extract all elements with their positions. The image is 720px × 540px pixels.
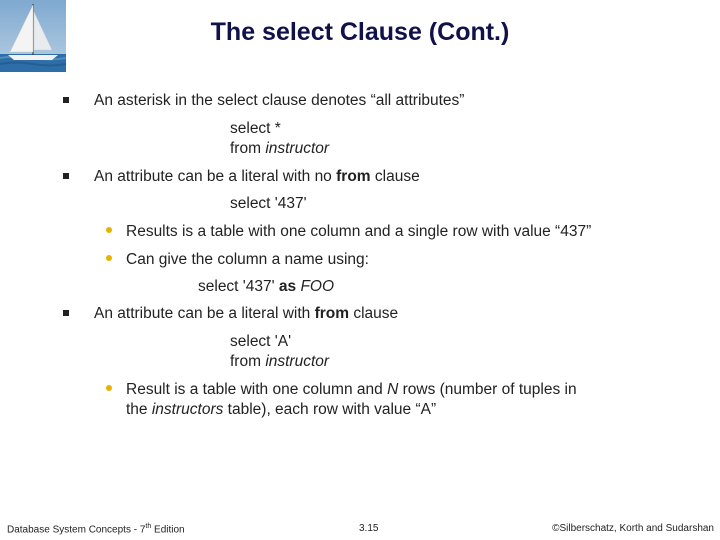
bullet-3-text [94,305,398,323]
sub-bullet-3-l2-pre: the [126,401,152,418]
bullet-3-text-post: clause [349,305,399,322]
sub-bullet-2-text: Can give the column a name using: [126,251,369,268]
footer-copyright: ©Silberschatz, Korth and Sudarshan [552,523,714,534]
code-select-437: select '437' [230,195,307,212]
keyword-from: from [336,168,371,185]
code-select-437-part: select '437' [198,278,279,295]
code-select-a: select 'A' [230,333,292,350]
sub-bullet-3-line-2 [126,401,436,419]
sub-bullet-3-l2-post: table), each row with value “A” [223,401,437,418]
code-select-437-as-foo [198,278,334,296]
column-alias-foo: FOO [300,278,335,295]
footer-book-title [7,523,185,535]
bullet-2-text-post: clause [370,168,420,185]
code-from-instructor [230,140,329,158]
dot-bullet-icon [106,255,112,261]
square-bullet-icon [63,97,69,103]
keyword-from: from [230,353,261,370]
sub-bullet-3-line-1 [126,381,577,399]
table-name-instructor: instructor [265,353,330,370]
bullet-2-text [94,168,420,186]
bullet-2-text-pre: An attribute can be a literal with no [94,168,337,185]
dot-bullet-icon [106,385,112,391]
keyword-from: from [314,305,350,322]
code-select-star: select * [230,120,281,137]
square-bullet-icon [63,173,69,179]
code-from-instructor-2 [230,353,329,371]
footer-page-number: 3.15 [359,523,379,534]
table-name-instructor: instructor [265,140,330,157]
footer-superscript: th [145,523,152,530]
keyword-as: as [278,278,297,295]
footer-book-title-end: Edition [151,524,185,536]
footer-book-title-text: Database System Concepts - 7 [7,524,146,536]
slide-title: The select Clause (Cont.) [210,18,510,46]
keyword-from: from [230,140,261,157]
variable-n: N [387,381,399,398]
square-bullet-icon [63,310,69,316]
sub-bullet-3-post: rows (number of tuples in [398,381,577,398]
bullet-1-text: An asterisk in the select clause denotes “all attributes” [94,92,465,109]
table-name-instructors: instructors [151,401,224,418]
sub-bullet-1-text: Results is a table with one column and a single row with value “437” [126,223,592,240]
dot-bullet-icon [106,227,112,233]
bullet-3-text-pre: An attribute can be a literal with [94,305,315,322]
sub-bullet-3-pre: Result is a table with one column and [126,381,388,398]
